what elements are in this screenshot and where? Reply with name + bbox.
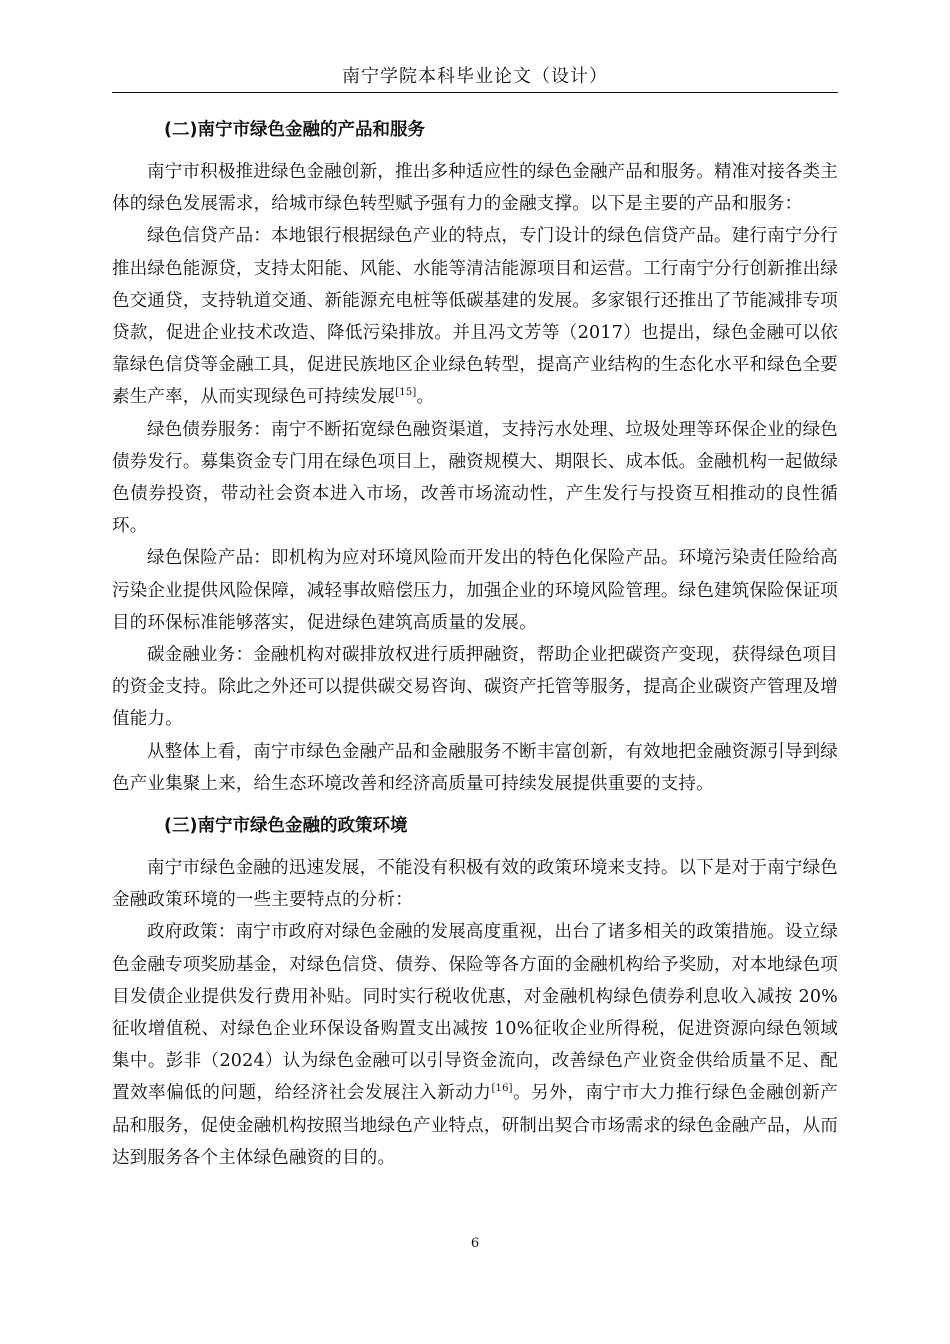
header-divider [112, 92, 838, 93]
paragraph: 南宁市绿色金融的迅速发展，不能没有积极有效的政策环境来支持。以下是对于南宁绿色金融政策环境的一些主要特点的分析： [112, 858, 838, 911]
paragraph-text-end: 。另外，南宁市大力推行绿色金融创新产品和服务，促使金融机构按照当地绿色产业特点，研制出契合市场需求的绿色金融产品，从而达到服务各个主体绿色融资的目的。 [112, 1083, 838, 1168]
section-heading-products: (二)南宁市绿色金融的产品和服务 [164, 120, 425, 140]
paragraph: 南宁市积极推进绿色金融创新，推出多种适应性的绿色金融产品和服务。精准对接各类主体的绿色发展需求，给城市绿色转型赋予强有力的金融支撑。以下是主要的产品和服务： [112, 162, 838, 215]
paragraph-carbon-finance: 碳金融业务：金融机构对碳排放权进行质押融资，帮助企业把碳资产变现，获得绿色项目的资金支持。除此之外还可以提供碳交易咨询、碳资产托管等服务，提高企业碳资产管理及增值能力。 [112, 645, 838, 730]
paragraph-text: 绿色信贷产品：本地银行根据绿色产业的特点，专门设计的绿色信贷产品。建行南宁分行推出绿色能源贷，支持太阳能、风能、水能等清洁能源项目和运营。工行南宁分行创新推出绿色交通贷，支持轨道交通、新能源充电桩等低碳基建的发展。多家银行还推出了节能减排专项贷款，促进企业技术改造、降低污染排放。并且冯文芳等（2017）也提出，绿色金融可以依靠绿色信贷等金融工具，促进民族地区企业绿色转型，提高产业结构的生态化水平和绿色全要素生产率，从而实现绿色可持续发展 [112, 226, 838, 408]
page-body [112, 112, 838, 1174]
paragraph-text: 政府政策：南宁市政府对绿色金融的发展高度重视，出台了诸多相关的政策措施。设立绿色金融专项奖励基金，对绿色信贷、债券、保险等各方面的金融机构给予奖励，对本地绿色项目发债企业提供发行费用补贴。同时实行税收优惠，对金融机构绿色债券利息收入减按 20%征收增值税、对绿色企业环保设备购置支出减按 10%征收企业所得税，促进资源向绿色领域集中。彭非（2024）认为绿色金融可以引导资金流向，改善绿色产业资金供给质量不足、配置效率偏低的问题，给经济社会发展注入新动力 [112, 922, 838, 1104]
paragraph-green-insurance: 绿色保险产品：即机构为应对环境风险而开发出的特色化保险产品。环境污染责任险给高污染企业提供风险保障，减轻事故赔偿压力，加强企业的环境风险管理。绿色建筑保险保证项目的环保标准能够落实，促进绿色建筑高质量的发展。 [112, 548, 838, 633]
page-header: 南宁学院本科毕业论文（设计） [342, 66, 608, 87]
page-number: 6 [470, 1236, 480, 1251]
paragraph-green-credit [112, 220, 838, 413]
paragraph-green-bonds: 绿色债券服务：南宁不断拓宽绿色融资渠道，支持污水处理、垃圾处理等环保企业的绿色债券发行。募集资金专门用在绿色项目上，融资规模大、期限长、成本低。金融机构一起做绿色债券投资，带动社会资本进入市场，改善市场流动性，产生发行与投资互相推动的良性循环。 [112, 419, 838, 537]
section-heading-policy: (三)南宁市绿色金融的政策环境 [164, 816, 408, 837]
citation-ref: [16] [491, 1083, 513, 1095]
paragraph-text-end: 。 [416, 387, 435, 408]
paragraph-government-policy [112, 916, 838, 1174]
citation-ref: [15] [395, 387, 417, 399]
paragraph-summary: 从整体上看，南宁市绿色金融产品和金融服务不断丰富创新，有效地把金融资源引导到绿色产业集聚上来，给生态环境改善和经济高质量可持续发展提供重要的支持。 [112, 741, 838, 794]
